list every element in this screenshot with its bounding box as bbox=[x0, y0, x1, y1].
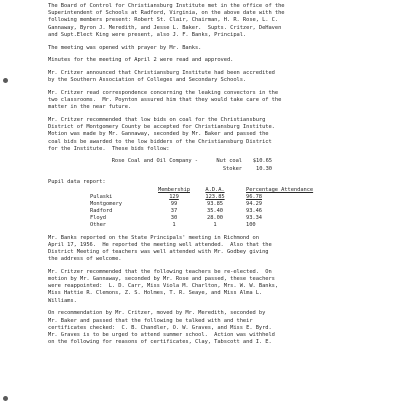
coal-bid-price: $10.65 bbox=[252, 158, 272, 165]
ada-cell: 35.40 bbox=[207, 207, 223, 214]
table-row bbox=[90, 222, 330, 229]
text-line: two classrooms. Mr. Poynton assured him that they would take care of the bbox=[48, 97, 282, 104]
percentage-cell: 94.29 bbox=[246, 200, 262, 207]
coal-bid-grade: Stoker bbox=[222, 165, 242, 172]
district-cell: Pulaski bbox=[90, 193, 113, 200]
ada-cell: 28.00 bbox=[207, 214, 223, 221]
coal-bid-grade: Nut coal bbox=[216, 158, 242, 165]
header-percentage-attendance: Percentage Attendance bbox=[246, 187, 314, 194]
text-line: Mr. Banks reported on the State Principals' meeting in Richmond on bbox=[48, 234, 259, 241]
prayer-paragraph bbox=[48, 45, 346, 52]
membership-cell: 30 bbox=[170, 214, 178, 221]
text-line: Williams. bbox=[48, 297, 77, 304]
membership-cell: 37 bbox=[170, 207, 178, 214]
table-row bbox=[90, 194, 330, 201]
text-line: Miss Hattie R. Clemons, Z. S. Holmes, T. R. Seaye, and Miss Alma L. bbox=[48, 290, 263, 297]
coal-bids-paragraph bbox=[48, 117, 346, 153]
district-cell: Floyd bbox=[90, 214, 106, 221]
principals-meeting-paragraph bbox=[48, 235, 346, 264]
ada-cell: 123.85 bbox=[205, 193, 225, 200]
text-line: motion by Mr. Gannaway, seconded by Mr. Rose and passed, these teachers bbox=[48, 276, 275, 283]
header-district bbox=[90, 187, 154, 194]
text-line: coal bids be awarded to the low bidders of the Christiansburg District bbox=[48, 138, 272, 145]
coal-bids-list bbox=[48, 158, 400, 172]
text-line: Gannaway, Byron J. Meredith, and Jesse L. Baker. Supts. Critzer, DeHaven bbox=[48, 24, 282, 31]
text-line: Minutes for the meeting of April 2 were read and approved. bbox=[48, 57, 234, 64]
text-line: Superintendent of Schools at Radford, Virginia, on the above date with the bbox=[48, 10, 285, 17]
pupil-data-caption: Pupil data report: bbox=[48, 178, 106, 185]
text-line: Mr. Critzer recommended that the following teachers be re-elected. On bbox=[48, 268, 272, 275]
text-line: The meeting was opened with prayer by Mr. Banks. bbox=[48, 44, 202, 51]
coal-bid-row bbox=[48, 166, 400, 173]
text-line: following members present: Robert St. Clair, Chairman, H. R. Rose, L. C. bbox=[48, 17, 279, 24]
text-line: The Board of Control for Christiansburg Institute met in the office of the bbox=[48, 3, 285, 9]
coal-bid-price: 10.30 bbox=[256, 165, 272, 172]
text-line: matter in the near future. bbox=[48, 104, 132, 111]
certificates-paragraph bbox=[48, 310, 346, 346]
text-line: the address of welcome. bbox=[48, 256, 122, 263]
coal-bid-company bbox=[48, 166, 202, 173]
text-line: and Supt.Elect King were present, also J. F. Banks, Principal. bbox=[48, 31, 247, 38]
text-line: Mr. Critzer read correspondence concerning the leaking convectors in the bbox=[48, 89, 279, 96]
text-line: certificates checked: C. B. Chandler, O. W. Graves, and Miss E. Byrd. bbox=[48, 324, 272, 331]
pupil-table-header-row bbox=[90, 187, 330, 194]
coal-bid-company: Rose Coal and Oil Company - bbox=[111, 158, 198, 165]
percentage-cell: 93.46 bbox=[246, 207, 262, 214]
table-row bbox=[90, 201, 330, 208]
text-line: Mr. Critzer recommended that low bids on coal for the Christiansburg bbox=[48, 116, 266, 123]
minutes-paragraph bbox=[48, 57, 346, 64]
text-line: by the Southern Association of Colleges and Secondary Schools. bbox=[48, 77, 247, 84]
membership-cell: 99 bbox=[170, 200, 178, 207]
district-cell: Montgomery bbox=[90, 200, 122, 207]
table-row bbox=[90, 208, 330, 215]
punch-hole-bottom bbox=[3, 396, 8, 401]
accreditation-paragraph bbox=[48, 70, 346, 84]
percentage-cell: 96.78 bbox=[246, 193, 262, 200]
ada-cell: 93.85 bbox=[207, 200, 223, 207]
membership-cell: 129 bbox=[169, 193, 179, 200]
header-ada: A.D.A. bbox=[205, 187, 225, 194]
table-row bbox=[90, 215, 330, 222]
punch-hole-top bbox=[3, 78, 8, 83]
text-line: on the following for reasons of certificates, Clay, Tabscott and I. E. bbox=[48, 339, 272, 346]
percentage-cell: 93.34 bbox=[246, 214, 262, 221]
text-line: District Meeting of teachers was well attended with Mr. Godbey giving bbox=[48, 248, 269, 255]
coal-bid-row bbox=[48, 158, 400, 165]
text-line: Mr. Graves is to be urged to attend summer school. Action was withheld bbox=[48, 331, 275, 338]
district-cell: Other bbox=[90, 221, 106, 228]
pupil-data-table bbox=[90, 187, 330, 228]
district-cell: Radford bbox=[90, 207, 113, 214]
opening-paragraph bbox=[48, 3, 346, 39]
membership-cell: 1 bbox=[172, 221, 176, 228]
top-section bbox=[48, 3, 400, 153]
header-membership: Membership bbox=[158, 187, 190, 194]
text-line: Motion was made by Mr. Gannaway, seconded by Mr. Baker and passed the bbox=[48, 131, 269, 138]
text-line: April 17, 1956. He reported the meeting well attended. Also that the bbox=[48, 241, 272, 248]
percentage-cell: 100 bbox=[246, 221, 256, 228]
ada-cell: 1 bbox=[213, 221, 217, 228]
text-line: for the Institute. These bids follow: bbox=[48, 145, 170, 152]
teachers-reelected-paragraph bbox=[48, 269, 346, 305]
text-line: Mr. Baker and passed that the following be talked with and their bbox=[48, 317, 253, 324]
text-line: On recommendation by Mr. Critzer, moved by Mr. Meredith, seconded by bbox=[48, 310, 266, 317]
bottom-section bbox=[48, 235, 400, 347]
convectors-paragraph bbox=[48, 90, 346, 112]
text-line: Mr. Critzer announced that Christiansburg Institute had been accredited bbox=[48, 69, 275, 76]
text-line: were reappointed: L. D. Carr, Miss Viola M. Charlton, Mrs. W. W. Banks, bbox=[48, 283, 279, 290]
text-line: District of Montgomery County be accepted for Christiansburg Institute. bbox=[48, 124, 275, 131]
